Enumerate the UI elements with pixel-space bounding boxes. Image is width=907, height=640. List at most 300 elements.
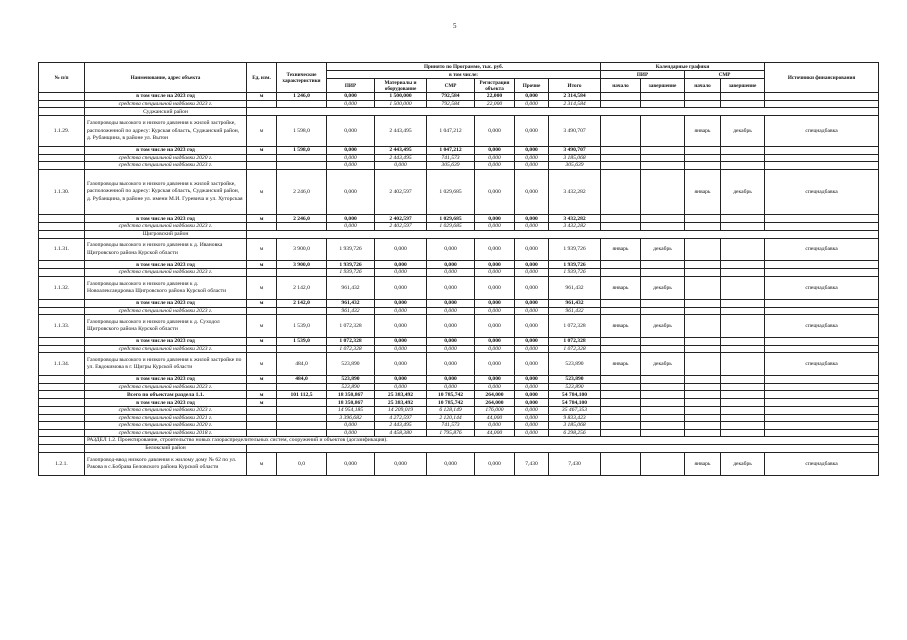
subtotal-row xyxy=(39,299,879,307)
total-value: 961,432 xyxy=(549,299,601,307)
smr-value: 741,573 xyxy=(427,422,475,429)
num-cell xyxy=(39,93,85,101)
object-name: Газопровод-ввод низкого давления к жилому дому № 62 по ул. Ракова в с.Бобрава Беловского района Курской области xyxy=(85,453,247,476)
funding-source: спецнадбавка xyxy=(765,169,879,215)
registration-value: 0,000 xyxy=(475,146,515,154)
materials-value: 0,000 xyxy=(375,162,427,169)
schedule-smr-end: декабрь xyxy=(721,116,765,146)
num-cell xyxy=(39,261,85,269)
smr-value: 1 029,685 xyxy=(427,215,475,223)
smr-value: 0,000 xyxy=(427,353,475,376)
schedule-smr-end xyxy=(721,407,765,414)
district-row xyxy=(39,445,879,453)
col-tech-header: Технические характеристики xyxy=(277,63,327,93)
smr-value: 1 047,212 xyxy=(427,146,475,154)
schedule-pir-end xyxy=(641,223,685,230)
schedule-smr-start xyxy=(685,146,721,154)
registration-value: 264,000 xyxy=(475,399,515,407)
tech-cell: 3 900,0 xyxy=(277,261,327,269)
materials-value: 0,000 xyxy=(375,307,427,314)
col-pir-header: ПИР xyxy=(327,79,375,93)
col-end1-header: завершение xyxy=(641,79,685,93)
num-cell xyxy=(39,376,85,384)
registration-value: 0,000 xyxy=(475,269,515,276)
subtotal-row xyxy=(39,337,879,345)
district-row xyxy=(39,230,879,238)
pir-value: 1 939,726 xyxy=(327,269,375,276)
schedule-smr-end xyxy=(721,399,765,407)
other-value: 0,000 xyxy=(515,261,549,269)
total-value: 523,890 xyxy=(549,376,601,384)
pir-value: 961,432 xyxy=(327,307,375,314)
total-value: 1 939,726 xyxy=(549,269,601,276)
schedule-smr-end xyxy=(721,429,765,436)
schedule-pir-start xyxy=(601,223,641,230)
unit-cell xyxy=(247,162,277,169)
col-materials-header: Материалы и оборудование xyxy=(375,79,427,93)
schedule-pir-start xyxy=(601,376,641,384)
smr-value: 0,000 xyxy=(427,315,475,338)
schedule-pir-end xyxy=(641,345,685,352)
schedule-pir-end xyxy=(641,261,685,269)
other-value: 0,000 xyxy=(515,269,549,276)
funding-source: спецнадбавка xyxy=(765,116,879,146)
col-num-header: № п/п xyxy=(39,63,85,93)
object-name: средства специальной надбавки 2021 г. xyxy=(85,414,247,421)
unit-cell: м xyxy=(247,453,277,476)
schedule-pir-end xyxy=(641,391,685,399)
unit-cell: м xyxy=(247,93,277,101)
pir-value: 523,890 xyxy=(327,376,375,384)
other-value: 0,000 xyxy=(515,353,549,376)
fund-row xyxy=(39,422,879,429)
funding-source xyxy=(765,299,879,307)
materials-value: 14 209,019 xyxy=(375,407,427,414)
schedule-pir-end: декабрь xyxy=(641,315,685,338)
object-name: средства специальной надбавки 2020 г. xyxy=(85,422,247,429)
schedule-pir-end xyxy=(641,453,685,476)
other-value: 0,000 xyxy=(515,238,549,261)
object-name: в том числе на 2023 год xyxy=(85,215,247,223)
col-unit-header: Ед. изм. xyxy=(247,63,277,93)
unit-cell: м xyxy=(247,169,277,215)
incl-header: в том числе: xyxy=(327,71,601,79)
pir-value: 1 072,328 xyxy=(327,337,375,345)
tech-cell: 1 598,0 xyxy=(277,146,327,154)
funding-source xyxy=(765,391,879,399)
total-value: 9 833,423 xyxy=(549,414,601,421)
num-cell xyxy=(39,230,85,238)
district-name: Белокский район xyxy=(85,445,247,453)
object-name: средства специальной надбавки 2023 г. xyxy=(85,223,247,230)
unit-cell: м xyxy=(247,215,277,223)
schedule-smr-start: январь xyxy=(685,116,721,146)
schedule-pir-end xyxy=(641,269,685,276)
smr-value: 0,000 xyxy=(427,337,475,345)
registration-value: 0,000 xyxy=(475,315,515,338)
schedule-smr-start xyxy=(685,345,721,352)
schedule-pir-end xyxy=(641,101,685,108)
num-cell xyxy=(39,154,85,161)
schedule-smr-end xyxy=(721,154,765,161)
tech-cell: 1 598,0 xyxy=(277,116,327,146)
schedule-smr-end xyxy=(721,269,765,276)
num-cell xyxy=(39,445,85,453)
num-cell: 1.1.32. xyxy=(39,276,85,299)
schedule-smr-start xyxy=(685,93,721,101)
col-start2-header: начало xyxy=(685,79,721,93)
fund-row xyxy=(39,384,879,391)
registration-value: 0,000 xyxy=(475,154,515,161)
schedule-pir-end xyxy=(641,154,685,161)
schedule-pir-end xyxy=(641,407,685,414)
num-cell xyxy=(39,146,85,154)
schedule-smr-end xyxy=(721,353,765,376)
unit-cell: м xyxy=(247,391,277,399)
schedule-smr-end xyxy=(721,276,765,299)
unit-cell xyxy=(247,223,277,230)
num-cell xyxy=(39,399,85,407)
pir-value: 0,000 xyxy=(327,169,375,215)
smr-value: 1 029,685 xyxy=(427,223,475,230)
tech-cell xyxy=(277,384,327,391)
schedule-smr-end xyxy=(721,337,765,345)
smr-value: 741,573 xyxy=(427,154,475,161)
funding-source xyxy=(765,146,879,154)
materials-value: 0,000 xyxy=(375,353,427,376)
other-value: 0,000 xyxy=(515,215,549,223)
unit-cell xyxy=(247,414,277,421)
pir-value: 0,000 xyxy=(327,215,375,223)
tech-cell xyxy=(277,399,327,407)
fund-row xyxy=(39,162,879,169)
schedule-smr-start xyxy=(685,276,721,299)
schedule-pir-end xyxy=(641,146,685,154)
object-name: Всего по объектам раздела 1.1. xyxy=(85,391,247,399)
funding-source xyxy=(765,376,879,384)
object-row xyxy=(39,169,879,215)
unit-cell xyxy=(247,269,277,276)
sched-pir-header: ПИР xyxy=(601,71,685,79)
materials-value: 4 458,380 xyxy=(375,429,427,436)
other-value: 7,430 xyxy=(515,453,549,476)
tech-cell xyxy=(277,162,327,169)
schedule-smr-start xyxy=(685,429,721,436)
registration-value: 22,000 xyxy=(475,93,515,101)
total-value: 1 939,726 xyxy=(549,238,601,261)
tech-cell xyxy=(277,307,327,314)
num-cell xyxy=(39,108,85,116)
object-name: средства специальной надбавки 2018 г. xyxy=(85,429,247,436)
tech-cell: 1 539,0 xyxy=(277,315,327,338)
schedule-smr-start: январь xyxy=(685,169,721,215)
schedule-pir-end xyxy=(641,93,685,101)
smr-value: 1 047,212 xyxy=(427,116,475,146)
schedule-smr-end xyxy=(721,146,765,154)
funding-source xyxy=(765,154,879,161)
pir-value: 18 350,867 xyxy=(327,399,375,407)
materials-value: 2 443,495 xyxy=(375,146,427,154)
unit-cell: м xyxy=(247,337,277,345)
object-name: Газопроводы высокого и низкого давления к д. Новоалександровка Щигровского района Курской области xyxy=(85,276,247,299)
object-name: средства специальной надбавки 2023 г. xyxy=(85,384,247,391)
pir-value: 0,000 xyxy=(327,429,375,436)
schedule-smr-start xyxy=(685,353,721,376)
subtotal-row xyxy=(39,215,879,223)
smr-value: 792,584 xyxy=(427,101,475,108)
funding-source xyxy=(765,162,879,169)
object-name: средства специальной надбавки 2023 г. xyxy=(85,269,247,276)
funding-source xyxy=(765,345,879,352)
materials-value: 0,000 xyxy=(375,345,427,352)
subtotal-row xyxy=(39,391,879,399)
schedule-smr-start xyxy=(685,238,721,261)
object-name: Газопроводы высокого и низкого давления к д. Суходол Щигровского района Курской области xyxy=(85,315,247,338)
registration-value: 0,000 xyxy=(475,169,515,215)
total-value: 2 314,584 xyxy=(549,93,601,101)
schedule-pir-end xyxy=(641,429,685,436)
total-value: 305,639 xyxy=(549,162,601,169)
schedule-smr-start xyxy=(685,215,721,223)
materials-value: 0,000 xyxy=(375,276,427,299)
schedule-pir-start xyxy=(601,384,641,391)
fund-row xyxy=(39,101,879,108)
funding-source xyxy=(765,429,879,436)
object-name: средства специальной надбавки 2023 г. xyxy=(85,307,247,314)
schedule-smr-end xyxy=(721,307,765,314)
funding-source xyxy=(765,407,879,414)
pir-value: 1 939,726 xyxy=(327,238,375,261)
pir-value: 961,432 xyxy=(327,276,375,299)
tech-cell xyxy=(277,414,327,421)
pir-value: 0,000 xyxy=(327,116,375,146)
schedule-pir-start xyxy=(601,453,641,476)
total-value: 3 432,282 xyxy=(549,169,601,215)
pir-value: 18 350,867 xyxy=(327,391,375,399)
unit-cell: м xyxy=(247,261,277,269)
num-cell xyxy=(39,337,85,345)
other-value: 0,000 xyxy=(515,337,549,345)
registration-value: 0,000 xyxy=(475,215,515,223)
num-cell xyxy=(39,407,85,414)
materials-value: 25 383,492 xyxy=(375,391,427,399)
col-name-header: Наименование, адрес объекта xyxy=(85,63,247,93)
empty-cell xyxy=(247,108,879,116)
pir-value: 0,000 xyxy=(327,162,375,169)
empty-cell xyxy=(247,445,879,453)
tech-cell xyxy=(277,422,327,429)
tech-cell: 101 112,5 xyxy=(277,391,327,399)
unit-cell: м xyxy=(247,399,277,407)
total-value: 35 467,353 xyxy=(549,407,601,414)
funding-source xyxy=(765,261,879,269)
schedule-pir-end xyxy=(641,337,685,345)
num-cell xyxy=(39,162,85,169)
schedule-pir-start xyxy=(601,407,641,414)
schedule-pir-start xyxy=(601,116,641,146)
other-value: 0,000 xyxy=(515,116,549,146)
schedule-pir-start xyxy=(601,162,641,169)
schedule-smr-start xyxy=(685,384,721,391)
total-value: 54 784,100 xyxy=(549,391,601,399)
fund-row xyxy=(39,154,879,161)
num-cell xyxy=(39,414,85,421)
schedule-pir-start xyxy=(601,429,641,436)
materials-value: 1 500,000 xyxy=(375,93,427,101)
schedule-pir-end: декабрь xyxy=(641,276,685,299)
funding-source: спецнадбавка xyxy=(765,353,879,376)
registration-value: 0,000 xyxy=(475,238,515,261)
unit-cell xyxy=(247,422,277,429)
tech-cell: 2 246,0 xyxy=(277,215,327,223)
registration-value: 22,000 xyxy=(475,101,515,108)
pir-value: 0,000 xyxy=(327,422,375,429)
total-value: 1 939,726 xyxy=(549,261,601,269)
fund-row xyxy=(39,345,879,352)
pir-value: 961,432 xyxy=(327,299,375,307)
tech-cell: 2 246,0 xyxy=(277,169,327,215)
other-value: 0,000 xyxy=(515,223,549,230)
other-value: 0,000 xyxy=(515,169,549,215)
object-name: Газопроводы высокого и низкого давления к жилой застройке по ул. Евдокимова в г. Щигры Курской области xyxy=(85,353,247,376)
pir-value: 3 396,682 xyxy=(327,414,375,421)
section-row xyxy=(39,437,879,445)
smr-value: 792,584 xyxy=(427,93,475,101)
schedule-smr-end xyxy=(721,299,765,307)
schedule-pir-start xyxy=(601,93,641,101)
materials-value: 0,000 xyxy=(375,337,427,345)
registration-value: 0,000 xyxy=(475,353,515,376)
registration-value: 0,000 xyxy=(475,162,515,169)
funding-source xyxy=(765,337,879,345)
num-cell xyxy=(39,437,85,445)
schedule-pir-start xyxy=(601,307,641,314)
schedule-pir-start xyxy=(601,146,641,154)
registration-value: 0,000 xyxy=(475,376,515,384)
schedule-smr-start xyxy=(685,307,721,314)
schedule-smr-end xyxy=(721,238,765,261)
col-start1-header: начало xyxy=(601,79,641,93)
unit-cell xyxy=(247,154,277,161)
schedule-smr-start xyxy=(685,376,721,384)
unit-cell: м xyxy=(247,315,277,338)
schedule-header: Календарные графики xyxy=(601,63,765,71)
schedule-smr-end xyxy=(721,215,765,223)
other-value: 0,000 xyxy=(515,384,549,391)
registration-value: 264,000 xyxy=(475,391,515,399)
smr-value: 0,000 xyxy=(427,299,475,307)
object-row xyxy=(39,353,879,376)
schedule-pir-start xyxy=(601,337,641,345)
unit-cell: м xyxy=(247,376,277,384)
tech-cell: 1 246,0 xyxy=(277,93,327,101)
object-name: Газопроводы высокого и низкого давления к д. Ивановка Щигровского района Курской области xyxy=(85,238,247,261)
unit-cell xyxy=(247,407,277,414)
smr-value: 0,000 xyxy=(427,307,475,314)
other-value: 0,000 xyxy=(515,376,549,384)
smr-value: 6 128,149 xyxy=(427,407,475,414)
other-value: 0,000 xyxy=(515,315,549,338)
fund-row xyxy=(39,307,879,314)
smr-value: 0,000 xyxy=(427,376,475,384)
materials-value: 2 402,597 xyxy=(375,169,427,215)
schedule-pir-start xyxy=(601,169,641,215)
pir-value: 0,000 xyxy=(327,154,375,161)
other-value: 0,000 xyxy=(515,391,549,399)
smr-value: 0,000 xyxy=(427,345,475,352)
schedule-smr-start xyxy=(685,162,721,169)
tech-cell: 484,0 xyxy=(277,376,327,384)
schedule-smr-start xyxy=(685,261,721,269)
schedule-smr-end xyxy=(721,162,765,169)
schedule-pir-start: январь xyxy=(601,353,641,376)
smr-value: 10 785,742 xyxy=(427,399,475,407)
registration-value: 176,000 xyxy=(475,407,515,414)
district-name: Суджанский район xyxy=(85,108,247,116)
other-value: 0,000 xyxy=(515,399,549,407)
materials-value: 0,000 xyxy=(375,261,427,269)
fund-row xyxy=(39,407,879,414)
registration-value: 44,000 xyxy=(475,429,515,436)
funding-source xyxy=(765,307,879,314)
other-value: 0,000 xyxy=(515,146,549,154)
schedule-smr-end xyxy=(721,261,765,269)
unit-cell: м xyxy=(247,116,277,146)
materials-value: 0,000 xyxy=(375,315,427,338)
materials-value: 0,000 xyxy=(375,269,427,276)
pir-value: 1 072,328 xyxy=(327,315,375,338)
col-total-header: Итого xyxy=(549,79,601,93)
registration-value: 0,000 xyxy=(475,453,515,476)
fund-row xyxy=(39,269,879,276)
num-cell xyxy=(39,391,85,399)
materials-value: 2 443,495 xyxy=(375,422,427,429)
smr-value: 0,000 xyxy=(427,453,475,476)
funding-source xyxy=(765,384,879,391)
schedule-smr-end xyxy=(721,414,765,421)
schedule-smr-start xyxy=(685,299,721,307)
materials-value: 0,000 xyxy=(375,453,427,476)
other-value: 0,000 xyxy=(515,422,549,429)
object-name: в том числе на 2023 год xyxy=(85,376,247,384)
pir-value: 1 939,726 xyxy=(327,261,375,269)
funding-source xyxy=(765,93,879,101)
schedule-pir-start xyxy=(601,215,641,223)
materials-value: 1 500,000 xyxy=(375,101,427,108)
fund-row xyxy=(39,223,879,230)
total-value: 3 490,707 xyxy=(549,146,601,154)
object-name: средства специальной надбавки 2023 г. xyxy=(85,407,247,414)
other-value: 0,000 xyxy=(515,101,549,108)
unit-cell xyxy=(247,307,277,314)
tech-cell xyxy=(277,345,327,352)
registration-value: 0,000 xyxy=(475,337,515,345)
schedule-smr-start xyxy=(685,391,721,399)
pir-value: 523,890 xyxy=(327,384,375,391)
registration-value: 0,000 xyxy=(475,384,515,391)
schedule-smr-start xyxy=(685,315,721,338)
tech-cell: 2 142,0 xyxy=(277,276,327,299)
schedule-smr-start xyxy=(685,223,721,230)
funding-source xyxy=(765,399,879,407)
funding-source xyxy=(765,414,879,421)
smr-value: 305,639 xyxy=(427,162,475,169)
funding-source: спецнадбавка xyxy=(765,315,879,338)
materials-value: 0,000 xyxy=(375,299,427,307)
unit-cell: м xyxy=(247,146,277,154)
schedule-pir-end xyxy=(641,169,685,215)
other-value: 0,000 xyxy=(515,414,549,421)
